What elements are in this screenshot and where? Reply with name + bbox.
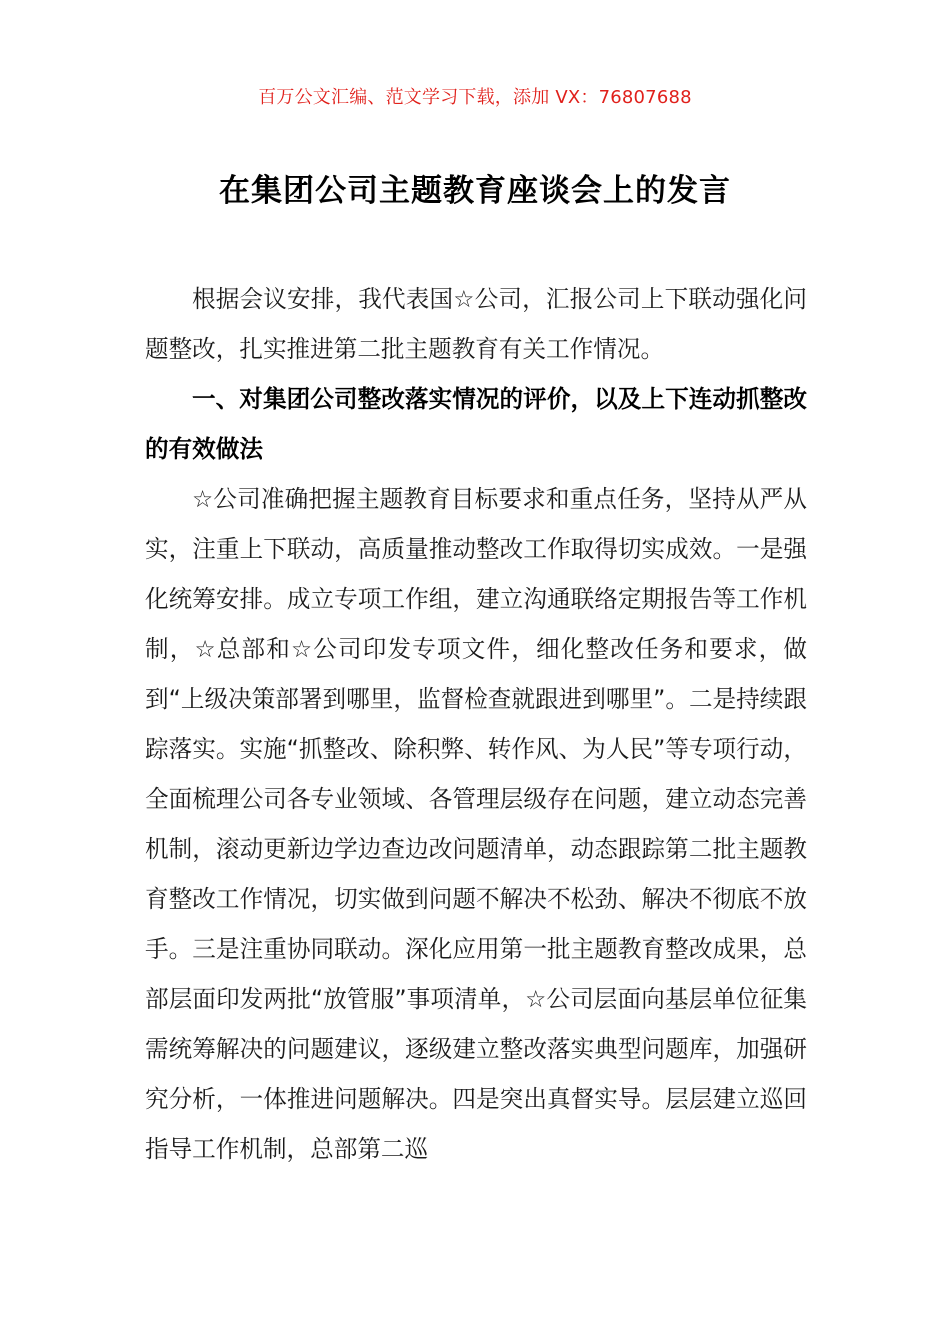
section-heading-1: 一、对集团公司整改落实情况的评价，以及上下连动抓整改的有效做法 — [145, 385, 807, 463]
header-promo-note: 百万公文汇编、范文学习下载，添加 VX：76807688 — [258, 87, 692, 108]
document-body — [145, 274, 807, 1174]
paragraph-intro: 根据会议安排，我代表国☆公司，汇报公司上下联动强化问题整改，扎实推进第二批主题教育有关工作情况。 — [145, 285, 807, 363]
document-title: 在集团公司主题教育座谈会上的发言 — [219, 173, 731, 209]
paragraph-section-1-body: ☆公司准确把握主题教育目标要求和重点任务，坚持从严从实，注重上下联动，高质量推动整改工作取得切实成效。一是强化统筹安排。成立专项工作组，建立沟通联络定期报告等工作机制，☆总部和☆公司印发专项文件，细化整改任务和要求，做到“上级决策部署到哪里，监督检查就跟进到哪里”。二是持续跟踪落实。实施“抓整改、除积弊、转作风、为人民”等专项行动，全面梳理公司各专业领域、各管理层级存在问题，建立动态完善机制，滚动更新边学边查边改问题清单，动态跟踪第二批主题教育整改工作情况，切实做到问题不解决不松劲、解决不彻底不放手。三是注重协同联动。深化应用第一批主题教育整改成果，总部层面印发两批“放管服”事项清单，☆公司层面向基层单位征集需统筹解决的问题建议，逐级建立整改落实典型问题库，加强研究分析，一体推进问题解决。四是突出真督实导。层层建立巡回指导工作机制，总部第二巡 — [145, 485, 807, 1163]
